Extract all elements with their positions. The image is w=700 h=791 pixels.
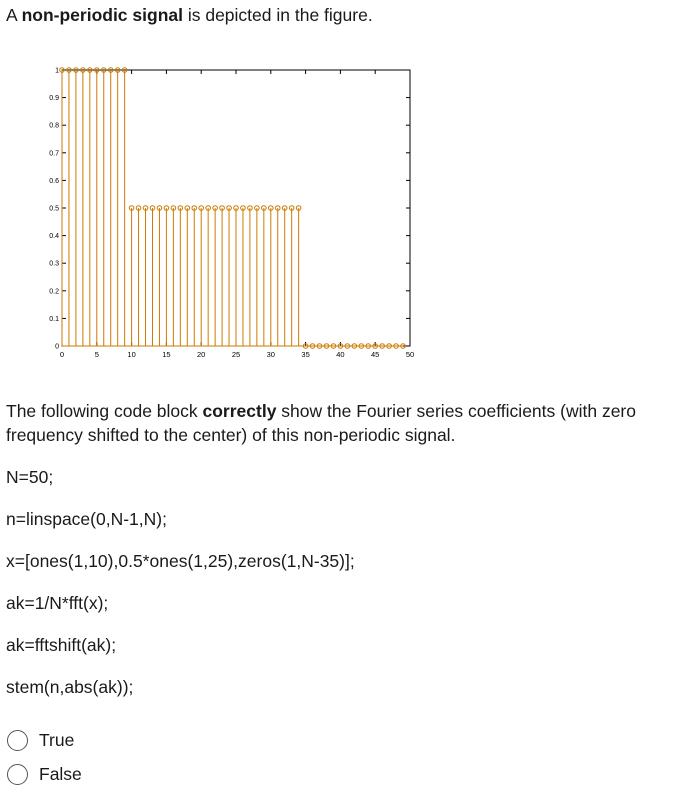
radio-true[interactable] <box>7 730 28 751</box>
code-line-2: n=linspace(0,N-1,N); <box>6 509 167 529</box>
y-tick-label: 0.5 <box>49 205 59 213</box>
y-tick-label: 0.4 <box>49 233 59 241</box>
x-tick-label: 40 <box>336 350 345 359</box>
y-tick-label: 0 <box>55 343 59 351</box>
signal-stem-chart <box>40 58 420 363</box>
y-tick-label: 0.2 <box>49 288 59 296</box>
option-false[interactable] <box>7 762 82 786</box>
stmt1-post: show the Fourier series coefficients (with zero <box>276 401 636 421</box>
y-tick-label: 0.9 <box>49 95 59 103</box>
x-tick-label: 30 <box>266 350 275 359</box>
x-tick-label: 35 <box>301 350 310 359</box>
x-tick-label: 25 <box>231 350 241 359</box>
code-line-6: stem(n,abs(ak)); <box>6 677 134 697</box>
statement-line-1 <box>6 399 636 423</box>
x-tick-label: 45 <box>371 350 380 359</box>
intro-text <box>6 3 373 27</box>
x-tick-label: 5 <box>94 350 99 359</box>
x-tick-label: 20 <box>197 350 206 359</box>
y-tick-label: 1 <box>55 67 59 75</box>
statement-line-2: frequency shifted to the center) of this non-periodic signal. <box>6 425 456 445</box>
option-true-label: True <box>39 730 75 750</box>
code-line-5: ak=fftshift(ak); <box>6 635 117 655</box>
y-tick-label: 0.1 <box>49 315 59 323</box>
stmt1-pre: The following code block <box>6 401 203 421</box>
y-tick-label: 0.8 <box>49 122 59 130</box>
y-tick-label: 0.6 <box>49 177 59 185</box>
option-true[interactable] <box>7 728 74 752</box>
y-tick-label: 0.7 <box>49 150 59 158</box>
stmt1-bold: correctly <box>202 401 277 421</box>
intro-bold: non-periodic signal <box>21 5 183 25</box>
code-line-3: x=[ones(1,10),0.5*ones(1,25),zeros(1,N-35)]; <box>6 551 355 571</box>
option-false-label: False <box>39 764 82 784</box>
x-tick-label: 15 <box>162 350 171 359</box>
x-tick-label: 10 <box>127 350 136 359</box>
code-line-4: ak=1/N*fft(x); <box>6 593 109 613</box>
y-tick-label: 0.3 <box>49 260 59 268</box>
x-tick-label: 50 <box>405 350 415 359</box>
intro-post: is depicted in the figure. <box>182 5 373 25</box>
x-tick-label: 0 <box>59 350 65 359</box>
radio-false[interactable] <box>7 764 28 785</box>
code-line-1: N=50; <box>6 467 54 487</box>
intro-pre: A <box>6 5 22 25</box>
